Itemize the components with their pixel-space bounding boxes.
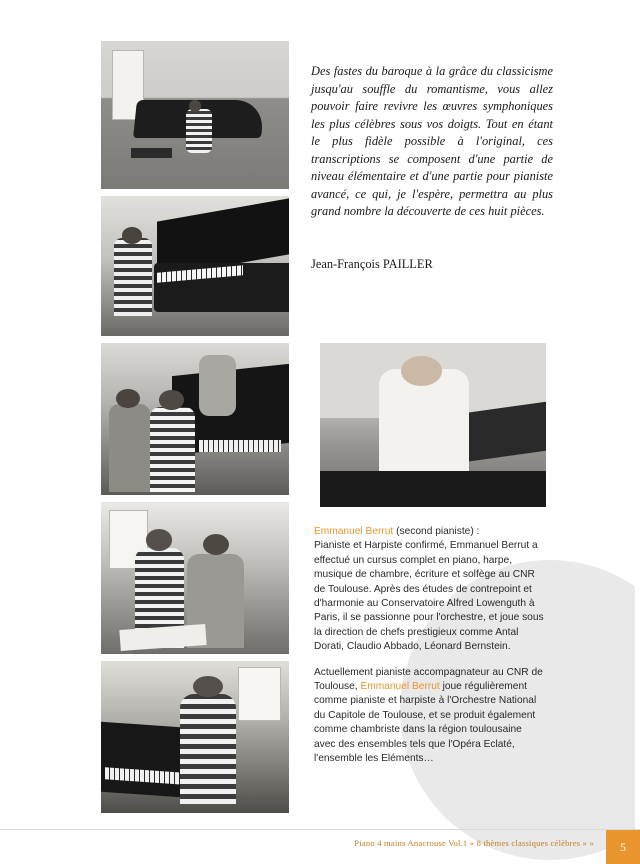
bio-heading bbox=[314, 525, 546, 655]
page-number-badge bbox=[606, 830, 640, 864]
photo-man-at-piano-bottom bbox=[101, 661, 289, 813]
footer-arrows: » bbox=[589, 838, 594, 848]
biography-block bbox=[314, 525, 546, 778]
bio-name: Emmanuel Berrut bbox=[314, 526, 394, 537]
photo-two-men-scores bbox=[101, 502, 289, 654]
photo-three-people-piano bbox=[101, 343, 289, 495]
intro-paragraph: Des fastes du baroque à la grâce du classicisme jusqu'au souffle du romantisme, vous allez pouvoir faire revivre les œuvres symphoniques les plus célèbres sous vos doigts. Tout en étant le plus fidèle possible à l'original, ces transcriptions se composent d'une partie de niveau élémentaire et d'une partie pour pianiste avancé, ce qui, je l'espère, permettra au plus grand nombre la découverte de ces huit pièces. bbox=[311, 64, 553, 218]
bio-role: (second pianiste) : bbox=[396, 526, 480, 537]
page-edge-bar bbox=[635, 0, 640, 830]
photo-piano-solo-top bbox=[101, 41, 289, 189]
bio-paragraph-2 bbox=[314, 666, 546, 767]
bio-paragraph-2-after: joue régulièrement comme pianiste et harpiste à l'Orchestre National du Capitole de Toulouse, et se produit également comme chambriste dans la région toulousaine avec des ensembles tels que l'Opéra Eclaté, l'ensemble les Eléments… bbox=[314, 681, 537, 765]
footer-divider bbox=[0, 829, 640, 830]
bio-paragraph-2-before: Actuellement pianiste accompagnateur au CNR de Toulouse, bbox=[314, 666, 543, 693]
photo-pianist-grand-piano bbox=[101, 196, 289, 336]
author-signature: Jean-François PAILLER bbox=[311, 257, 433, 271]
footer-caption bbox=[354, 838, 594, 848]
footer-text: Piano 4 mains Anacrouse Vol.1 « 8 thèmes classiques célèbres » bbox=[354, 838, 588, 848]
bio-paragraph-2-name: Emmanuel Berrut bbox=[360, 681, 440, 693]
photo-portrait-emmanuel-berrut bbox=[320, 343, 546, 507]
page-number: 5 bbox=[620, 839, 626, 854]
bio-paragraph-1: Pianiste et Harpiste confirmé, Emmanuel Berrut a effectué un cursus complet en piano, harpe, musique de chambre, écriture et solfège au CNR de Toulouse. Après des études de contrepoint et d'harmonie au Conservatoire Alfred Lowenguth à Paris, il se passionne pour l'orchestre, et joue sous la direction de chefs prestigieux comme Antal Dorati, Claudio Abbado, Léonard Bernstein. bbox=[314, 540, 544, 653]
